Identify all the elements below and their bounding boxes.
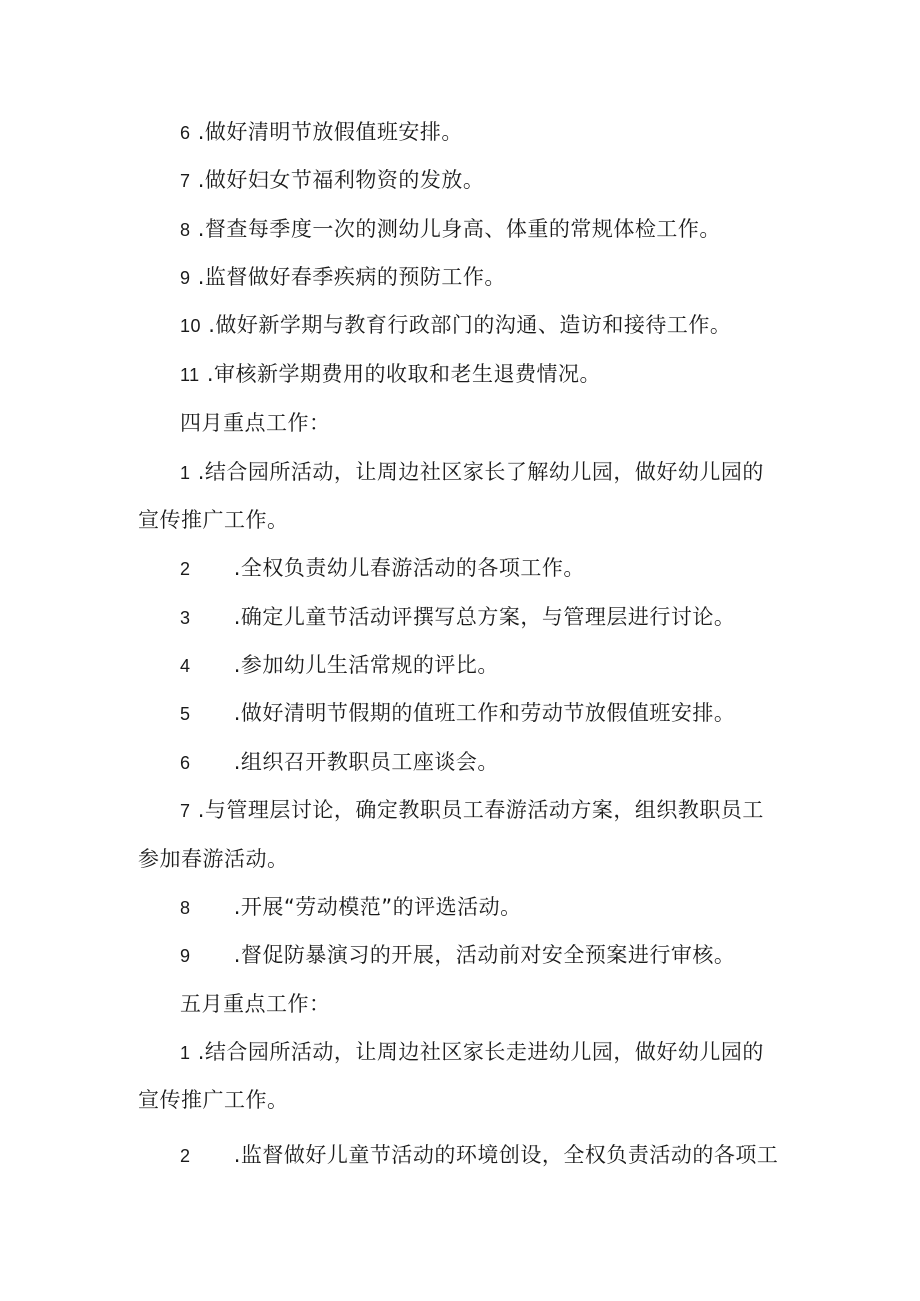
section-heading-april bbox=[180, 409, 331, 437]
item-text: .做好清明节假期的值班工作和劳动节放假值班安排。 bbox=[233, 701, 736, 725]
line-april-4 bbox=[180, 651, 499, 680]
item-text: .审核新学期费用的收取和老生退费情况。 bbox=[206, 362, 602, 386]
line-9 bbox=[180, 263, 506, 292]
section-heading-may bbox=[180, 990, 331, 1018]
item-text: .监督做好春季疾病的预防工作。 bbox=[197, 265, 506, 289]
item-number: 8 bbox=[180, 898, 191, 918]
line-may-2 bbox=[180, 1141, 778, 1170]
item-number: 1 bbox=[180, 463, 191, 483]
line-april-7 bbox=[180, 796, 764, 825]
item-text: .参加幼儿生活常规的评比。 bbox=[233, 653, 499, 677]
item-text: .全权负责幼儿春游活动的各项工作。 bbox=[233, 556, 585, 580]
item-text: .做好妇女节福利物资的发放。 bbox=[197, 168, 485, 192]
item-number: 5 bbox=[180, 704, 191, 724]
heading-text: 四月重点工作： bbox=[180, 411, 331, 435]
item-text: .督查每季度一次的测幼儿身高、体重的常规体检工作。 bbox=[197, 217, 721, 241]
item-text: .与管理层讨论，确定教职员工春游活动方案，组织教职员工 bbox=[197, 798, 764, 822]
item-text: .监督做好儿童节活动的环境创设，全权负责活动的各项工 bbox=[233, 1143, 779, 1167]
item-number: 4 bbox=[180, 656, 191, 676]
line-april-2 bbox=[180, 554, 585, 583]
line-april-9 bbox=[180, 941, 735, 970]
line-april-1 bbox=[180, 458, 764, 487]
item-text: .结合园所活动，让周边社区家长了解幼儿园，做好幼儿园的 bbox=[197, 460, 764, 484]
line-8 bbox=[180, 215, 721, 244]
item-number: 9 bbox=[180, 268, 191, 288]
item-text: .确定儿童节活动评撰写总方案，与管理层进行讨论。 bbox=[233, 605, 736, 629]
item-number: 10 bbox=[180, 316, 202, 336]
item-number: 6 bbox=[180, 123, 191, 143]
line-may-1 bbox=[180, 1038, 764, 1067]
item-text: 宣传推广工作。 bbox=[138, 1088, 289, 1112]
heading-text: 五月重点工作： bbox=[180, 992, 331, 1016]
line-11 bbox=[180, 360, 601, 389]
line-april-8 bbox=[180, 893, 522, 922]
item-number: 8 bbox=[180, 220, 191, 240]
item-text: .督促防暴演习的开展，活动前对安全预案进行审核。 bbox=[233, 943, 736, 967]
line-april-1-cont bbox=[138, 506, 289, 534]
line-10 bbox=[180, 311, 731, 340]
item-number: 11 bbox=[180, 365, 200, 385]
line-6 bbox=[180, 118, 463, 147]
item-number: 2 bbox=[180, 1146, 191, 1166]
item-number: 3 bbox=[180, 608, 191, 628]
line-april-5 bbox=[180, 699, 735, 728]
item-number: 6 bbox=[180, 753, 191, 773]
item-text: .做好清明节放假值班安排。 bbox=[197, 120, 463, 144]
item-text: .结合园所活动，让周边社区家长走进幼儿园，做好幼儿园的 bbox=[197, 1040, 764, 1064]
line-april-3 bbox=[180, 603, 735, 632]
item-text: .做好新学期与教育行政部门的沟通、造访和接待工作。 bbox=[208, 313, 732, 337]
item-number: 7 bbox=[180, 171, 191, 191]
item-text: .组织召开教职员工座谈会。 bbox=[233, 750, 499, 774]
line-may-1-cont bbox=[138, 1086, 289, 1114]
item-text: .开展“劳动模范”的评选活动。 bbox=[233, 895, 522, 919]
item-number: 1 bbox=[180, 1043, 191, 1063]
line-april-6 bbox=[180, 748, 499, 777]
item-number: 2 bbox=[180, 559, 191, 579]
item-text: 参加春游活动。 bbox=[138, 847, 289, 871]
item-number: 9 bbox=[180, 946, 191, 966]
item-number: 7 bbox=[180, 801, 191, 821]
line-april-7-cont bbox=[138, 845, 289, 873]
line-7 bbox=[180, 166, 484, 195]
item-text: 宣传推广工作。 bbox=[138, 508, 289, 532]
